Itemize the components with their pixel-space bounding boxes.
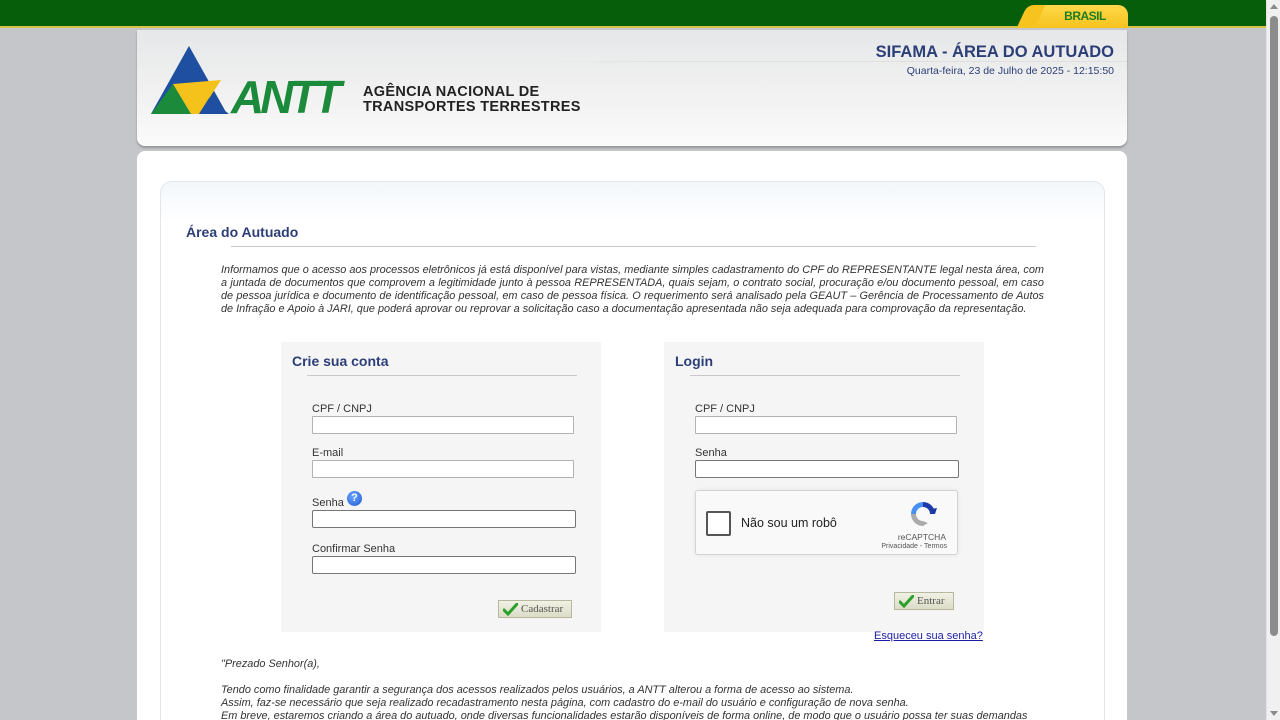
recaptcha-logo-icon [908,500,938,528]
agency-name-line2: TRANSPORTES TERRESTRES [363,99,581,115]
notice-greeting: "Prezado Senhor(a), [221,658,320,670]
create-password-input[interactable] [312,510,576,528]
antt-logo-icon [151,46,361,116]
scroll-down-arrow-icon[interactable] [1270,711,1278,716]
main-content [137,151,1127,720]
site-header [137,30,1127,146]
scroll-thumb[interactable] [1270,16,1278,636]
agency-name [363,85,581,115]
login-title: Login [675,353,714,369]
system-title: SIFAMA - ÁREA DO AUTUADO [875,43,1114,61]
register-button[interactable] [498,600,572,618]
create-email-label: E-mail [312,447,344,459]
login-password-label: Senha [695,447,727,459]
login-panel [664,342,984,632]
login-password-input[interactable] [695,460,959,478]
create-account-panel [281,342,601,632]
check-icon [899,595,914,608]
login-label: Entrar [917,595,945,607]
page-scrollbar[interactable] [1266,0,1280,720]
title-divider [231,246,1036,247]
recaptcha-widget [695,490,958,555]
register-label: Cadastrar [521,603,564,615]
recaptcha-privacy-terms-links[interactable]: Privacidade - Termos [881,543,947,550]
forgot-password-link[interactable]: Esqueceu sua senha? [874,630,983,642]
notice-line: Tendo como finalidade garantir a segurança dos acessos realizados pelos usuários, a ANTT alterou a forma de acesso ao sistema. [221,684,854,696]
login-cpf-label: CPF / CNPJ [695,403,755,415]
page-title: Área do Autuado [186,224,299,240]
create-cpf-label: CPF / CNPJ [312,403,372,415]
recaptcha-label: Não sou um robô [741,516,837,530]
create-cpf-input[interactable] [312,416,574,434]
recaptcha-checkbox[interactable] [706,511,731,536]
brasil-label: BRASIL [1064,9,1106,23]
gov-bar [0,0,1266,28]
password-help-icon[interactable]: ? [347,491,362,506]
content-box [160,181,1105,720]
recaptcha-brand: reCAPTCHA [897,532,946,542]
intro-text: Informamos que o acesso aos processos eletrônicos já está disponível para vistas, mediante simples cadastramento do CPF do REPRESENTANTE legal nesta área, com a juntada de documentos que comprovem a legitimidade junto à pessoa REPRESENTADA, quais sejam, o contrato social, procuração e/ou documento pessoal, em caso de pessoa jurídica e documento de identificação pessoal, em caso de pessoa física. O requerimento será analisado pela GEAUT – Gerência de Processamento de Autos de Infração e Apoio à JARI, que poderá aprovar ou reprovar a solicitação caso a documentação apresentada não seja adequada para comprovação da representação. [221,264,1044,315]
create-account-title: Crie sua conta [292,353,389,369]
notice-line: Em breve, estaremos criando a área do autuado, onde diversas funcionalidades estarão disponíveis de forma online, de modo que o usuário possa ter suas demandas [221,710,1028,720]
scroll-up-arrow-icon[interactable] [1270,4,1278,9]
svg-text:ANTT: ANTT [231,71,338,116]
create-password-label: Senha [312,497,344,509]
panel-divider [307,375,577,376]
confirm-password-label: Confirmar Senha [312,543,396,555]
antt-logo[interactable] [151,46,361,121]
current-datetime: Quarta-feira, 23 de Julho de 2025 - 12:15:50 [906,65,1114,77]
login-button[interactable] [894,592,954,610]
check-icon [503,603,518,616]
brasil-gov-link[interactable] [1030,5,1128,28]
agency-name-line1: AGÊNCIA NACIONAL DE [363,84,540,100]
create-email-input[interactable] [312,460,574,478]
notice-text [221,658,1051,720]
login-cpf-input[interactable] [695,416,957,434]
confirm-password-input[interactable] [312,556,576,574]
notice-line: Assim, faz-se necessário que seja realizado recadastramento nesta página, com cadastro do e-mail do usuário e configuração de nova senha. [221,697,909,709]
panel-divider [690,375,960,376]
